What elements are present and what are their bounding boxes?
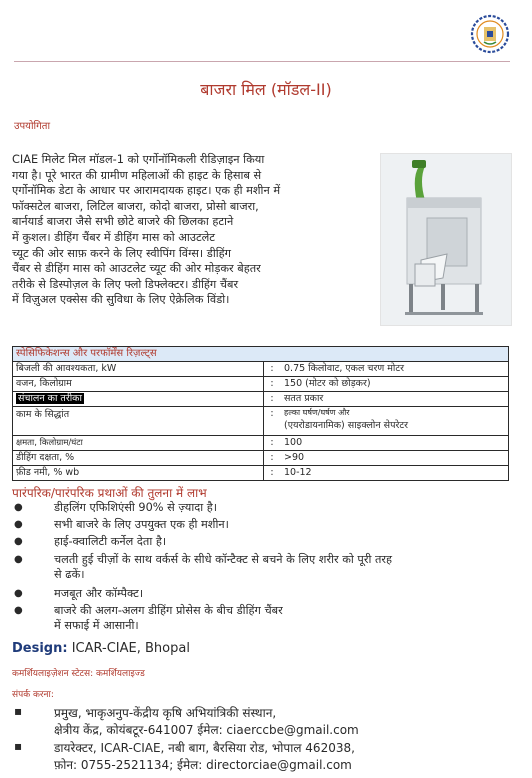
benefits-heading: पारंपरिक/पारंपरिक प्रथाओं की तुलना में लाभ <box>12 486 207 500</box>
description-line: चैंबर से डीहिंग मास को आउटलेट च्यूट की ओर मोड़कर बेहतर <box>12 262 261 276</box>
list-item <box>14 517 494 533</box>
description <box>12 152 364 308</box>
spec-label <box>13 392 264 406</box>
spec-label-highlight: संचालन का तरीका <box>18 393 82 404</box>
bullet-icon: ● <box>14 588 23 599</box>
table-row <box>13 377 508 392</box>
list-item <box>14 534 494 550</box>
table-row <box>13 436 508 451</box>
description-line: गया है। पूरे भारत की ग्रामीण महिलाओं की हाइट के हिसाब से <box>12 168 262 182</box>
spec-value-small: हल्का घर्षण/घर्षण और <box>284 408 350 417</box>
list-item <box>14 603 494 635</box>
list-item <box>14 586 494 602</box>
bullet-icon: ● <box>14 605 23 616</box>
spec-separator: : <box>270 437 274 448</box>
usage-heading: उपयोगिता <box>14 121 51 132</box>
contact-line: प्रमुख, भाकृअनुप-केंद्रीय कृषि अभियांत्रिकी संस्थान, <box>54 706 277 720</box>
spec-table <box>12 346 509 481</box>
spec-separator: : <box>270 452 274 463</box>
bullet-icon: ● <box>14 554 23 565</box>
bullet-icon: ▪ <box>14 739 23 753</box>
contact-line: क्षेत्रीय केंद्र, कोयंबटूर-641007 ईमेल: ciaerccbe@gmail.com <box>54 723 359 737</box>
millet-mill-photo <box>380 153 512 326</box>
spec-value: 10-12 <box>284 467 312 478</box>
spec-separator: : <box>270 408 274 419</box>
table-row <box>13 407 508 436</box>
contact-line: डायरेक्टर, ICAR-CIAE, नबी बाग, बैरसिया रोड, भोपाल 462038, <box>54 741 355 755</box>
spec-label: फ़ीड नमी, % wb <box>13 466 264 480</box>
contact-item <box>14 756 514 772</box>
spec-separator: : <box>270 363 274 374</box>
benefit-text: में सफाई में आसानी। <box>54 619 139 632</box>
table-row <box>13 392 508 407</box>
spec-value: 0.75 किलोवाट, एकल चरण मोटर <box>284 363 405 374</box>
description-line: में कुशल। डीहिंग चैंबर में डीहिंग मास को आउटलेट <box>12 230 215 244</box>
table-row <box>13 466 508 480</box>
design-value: ICAR-CIAE, Bhopal <box>71 641 190 656</box>
icar-logo <box>470 14 510 54</box>
bullet-icon: ● <box>14 536 23 547</box>
benefit-text: बाजरे की अलग-अलग डीहिंग प्रोसेस के बीच डीहिंग चैंबर <box>54 604 283 617</box>
page-title: बाजरा मिल (मॉडल-II) <box>200 80 332 99</box>
spec-label: बिजली की आवश्यकता, kW <box>13 362 264 376</box>
description-line: तरीके से डिस्पोज़ल के लिए फ्लो डिफ्लेक्टर। डीहिंग चैंबर <box>12 277 239 291</box>
spec-label: वजन, किलोग्राम <box>13 377 264 391</box>
spec-value: सतत प्रकार <box>284 393 324 404</box>
table-row <box>13 451 508 466</box>
benefit-text: हाई-क्वालिटी कर्नेल देता है। <box>54 535 167 548</box>
spec-label: काम के सिद्धांत <box>13 407 264 435</box>
spec-value <box>280 407 508 435</box>
bullet-icon: ● <box>14 502 23 513</box>
spec-table-heading: स्पेसिफिकेशन्स और परफॉर्मेंस रिज़ल्ट्स <box>13 347 508 362</box>
commercial-status: कमर्शियलाइज़ेशन स्टेटस: कमर्शियलाइज्ड <box>12 669 145 679</box>
spec-separator: : <box>270 393 274 404</box>
list-item <box>14 552 494 584</box>
spec-separator: : <box>270 467 274 478</box>
spec-label: क्षमता, किलोग्राम/घंटा <box>13 436 264 450</box>
spec-value: 150 (मोटर को छोड़कर) <box>284 378 371 389</box>
bullet-icon: ▪ <box>14 704 23 718</box>
millet-mill-illustration <box>381 154 511 325</box>
design-credit <box>12 641 190 656</box>
design-label: Design: <box>12 641 68 656</box>
benefit-text: सभी बाजरे के लिए उपयुक्त एक ही मशीन। <box>54 518 229 531</box>
spec-value: 100 <box>284 437 303 448</box>
spec-value-main: (एयरोडायनामिक) साइक्लोन सेपरेटर <box>284 420 409 431</box>
description-line: CIAE मिलेट मिल मॉडल-1 को एर्गोनॉमिकली रीडिज़ाइन किया <box>12 153 265 166</box>
benefit-text: चलती हुई चीज़ों के साथ वर्कर्स के सीधे कॉन्टैक्ट से बचने के लिए शरीर को पूरी तरह <box>54 553 393 566</box>
description-line: में विज़ुअल एक्सेस की सुविधा के लिए ऐक्रेलिक विंडो। <box>12 293 230 307</box>
contact-item <box>14 704 514 720</box>
spec-value: >90 <box>284 452 305 463</box>
description-line: बार्नयार्ड बाजरा जैसे सभी छोटे बाजरे की छिलका हटाने <box>12 215 234 229</box>
list-item <box>14 500 494 516</box>
table-row <box>13 362 508 377</box>
benefit-text: से ढकें। <box>54 568 85 581</box>
description-line: फॉक्सटेल बाजरा, लिटिल बाजरा, कोदो बाजरा, प्रोसो बाजरा, <box>12 199 259 213</box>
description-line: एर्गोनॉमिक डेटा के आधार पर आरामदायक हाइट। एक ही मशीन में <box>12 184 281 198</box>
benefit-text: मजबूत और कॉम्पैक्ट। <box>54 587 144 600</box>
spec-separator: : <box>270 378 274 389</box>
bullet-icon: ● <box>14 519 23 530</box>
contact-line: फ़ोन: 0755-2521134; ईमेल: directorciae@gmail.com <box>54 758 352 772</box>
description-line: च्यूट की ओर साफ़ करने के लिए स्वीपिंग विंग्स। डीहिंग <box>12 246 232 260</box>
contact-item <box>14 739 514 755</box>
spec-label: डीहिंग दक्षता, % <box>13 451 264 465</box>
contact-item <box>14 721 514 737</box>
contact-heading: संपर्क करना: <box>12 690 54 700</box>
benefit-text: डीहलिंग एफिशिएंसी 90% से ज़्यादा है। <box>54 501 218 514</box>
header-divider <box>14 61 510 62</box>
